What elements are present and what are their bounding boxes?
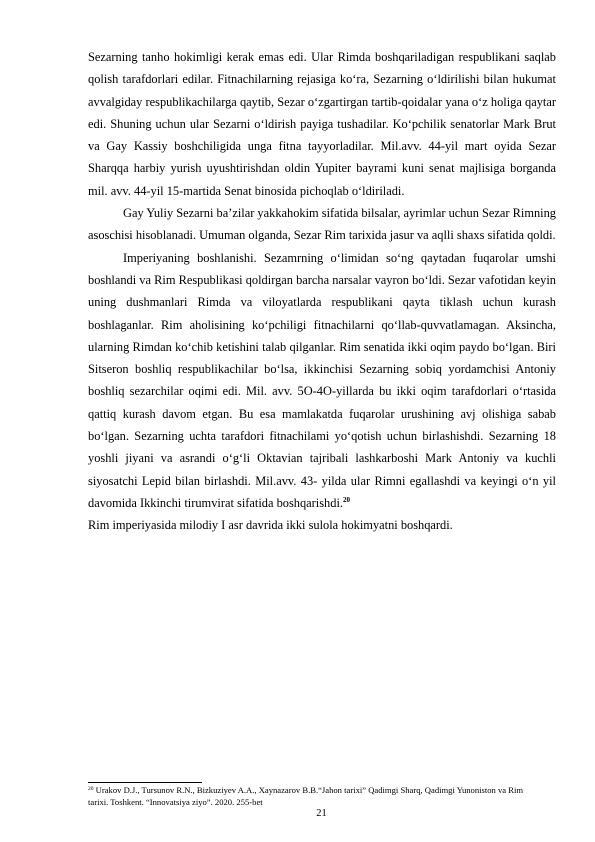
page-body (88, 46, 556, 537)
footnote-marker: 20 (88, 786, 94, 792)
footnote (88, 785, 528, 808)
footnote-reference[interactable]: 20 (343, 495, 350, 504)
paragraph-imperiya-boshlanishi (88, 247, 556, 515)
footnote-text: Urakov D.J., Tursunov R.N., Bizkuziyev A.A., Xaynazarov B.B.“Jahon tarixi” Qadimgi Sharq, Qadimgi Yunoniston va Rim tarixi. Toshkent. “Innovatsiya ziyo”. 2020. 255-bet (88, 785, 524, 807)
footnote-divider (88, 782, 202, 783)
paragraph-sulolalar: Rim imperiyasida milodiy I asr davrida ikki sulola hokimyatni boshqardi. (88, 518, 453, 533)
paragraph-fitnachilar: Sezarning tanho hokimligi kerak emas edi. Ular Rimda boshqariladigan respublikani saqlab qolish tarafdorlari edilar. Fitnachilarning rejasiga ko‘ra, Sezarning o‘ldirilishi bilan hukumat avvalgiday respublikachilarga qaytib, Sezar o‘zgartirgan tartib-qoidalar yana o‘z holiga qaytar edi. Shuning uchun ular Sezarni o‘ldirish payiga tushadilar. Ko‘pchilik senatorlar Mark Brut va Gay Kassiy boshchiligida unga fitna tayyorladilar. Mil.avv. 44-yil mart oyida Sezar Sharqqa harbiy yurish uyushtirishdan oldin Yupiter bayrami kuni senat majlisiga borganda mil. avv. 44-yil 15-martida Senat binosida pichoqlab o‘ldiriladi. (88, 50, 556, 198)
paragraph-sezar-legacy: Gay Yuliy Sezarni ba’zilar yakkahokim sifatida bilsalar, ayrimlar uchun Sezar Rimning asoschisi hisoblanadi. Umuman olganda, Sezar Rim tarixida jasur va aqlli shaxs sifatida qoldi. (88, 206, 556, 243)
paragraph-imperiya-text: Imperiyaning boshlanishi. Sezamrning o‘limidan so‘ng qaytadan fuqarolar umshi boshlandi va Rim Respublikasi qoldirgan barcha narsalar vayron bo‘ldi. Sezar vafotidan keyin uning dushmanlari Rimda va viloyatlarda respublikani qayta tiklash uchun kurash boshlaganlar. Rim aholisining ko‘pchiligi fitnachilarni qo‘llab-quvvatlamagan. Aksincha, ularning Rimdan ko‘chib ketishini talab qilganlar. Rim senatida ikki oqim paydo bo‘lgan. Biri Sitseron boshliq respublikachilar bo‘lsa, ikkinchisi Sezarning sobiq yordamchisi Antoniy boshliq sezarchilar oqimi edi. Mil. avv. 5O-4O-yillarda bu ikki oqim tarafdorlari o‘rtasida qattiq kurash davom etgan. Bu esa mamlakatda fuqarolar urushining avj olishiga sabab bo‘lgan. Sezarning uchta tarafdori fitnachilami yo‘qotish uchun birlashishdi. Sezarning 18 yoshli jiyani va asrandi o‘g‘li Oktavian tajribali lashkarboshi Mark Antoniy va kuchli siyosatchi Lepid bilan birlashdi. Mil.avv. 43- yilda ular Rimni egallashdi va keyingi o‘n yil davomida Ikkinchi tirumvirat sifatida boshqarishdi. (88, 250, 556, 510)
page-number: 21 (316, 808, 327, 819)
